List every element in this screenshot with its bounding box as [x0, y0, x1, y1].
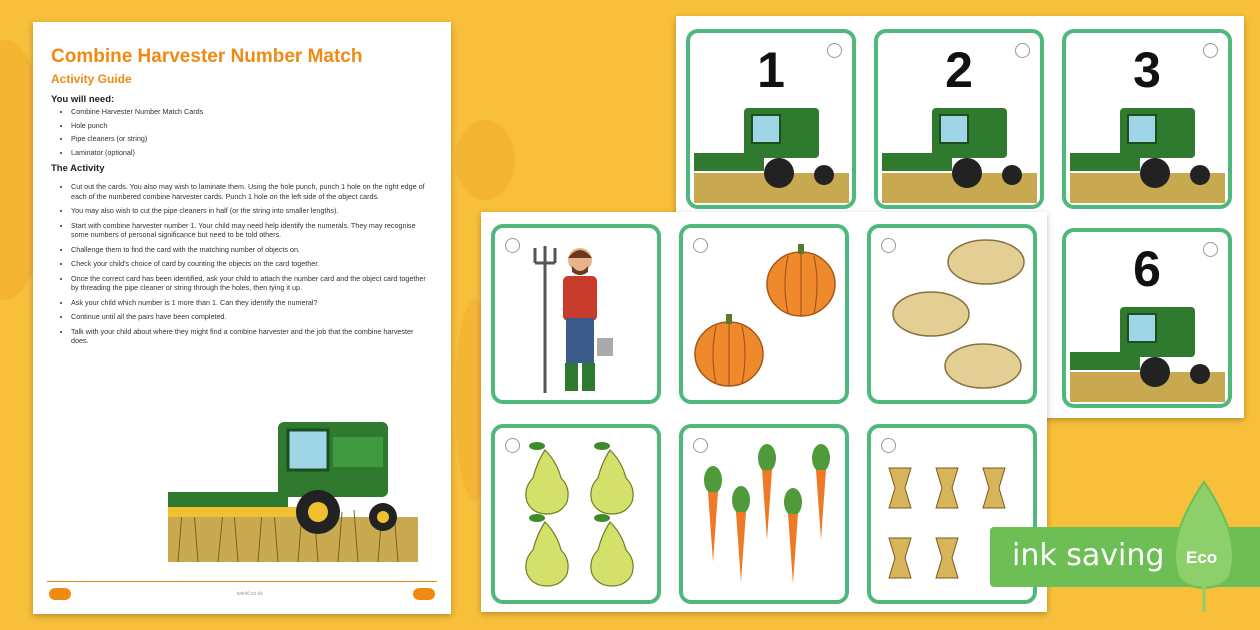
- guide-subtitle: Activity Guide: [51, 72, 132, 86]
- object-card-pumpkins: [679, 224, 849, 404]
- activity-item: • You may also wish to cut the pipe cleaners in half (or the string into smaller lengths).: [71, 206, 431, 216]
- carrot-icon: [683, 428, 845, 600]
- need-item: • Combine Harvester Number Match Cards: [71, 107, 431, 117]
- twinkl-logo: [49, 588, 71, 600]
- background-blob: [455, 120, 515, 200]
- guide-title: Combine Harvester Number Match: [51, 46, 363, 67]
- activity-item: • Continue until all the pairs have been completed.: [71, 312, 431, 322]
- object-card-pears: [491, 424, 661, 604]
- number-card: [686, 29, 856, 209]
- activity-list: [51, 182, 431, 346]
- activity-item: • Start with combine harvester number 1. Your child may need help identify the numerals. They may recognise some numbers of personal significance but need to be told others.: [71, 221, 431, 240]
- combine-harvester-illustration: [168, 412, 428, 562]
- twinkl-logo: [413, 588, 435, 600]
- activity-item: • Cut out the cards. You also may wish to laminate them. Using the hole punch, punch 1 hole on the right edge of each of the numbered combine harvester cards. Punch 1 hole on the left side of the object cards.: [71, 182, 431, 201]
- card-number: 3: [1133, 42, 1161, 98]
- potato-icon: [871, 228, 1033, 400]
- pumpkin-icon: [683, 228, 845, 400]
- object-card-potatoes: [867, 224, 1037, 404]
- need-item: • Hole punch: [71, 121, 431, 131]
- need-list: [51, 107, 431, 157]
- activity-item: • Ask your child which number is 1 more than 1. Can they identify the numeral?: [71, 298, 431, 308]
- activity-item: • Check your child's choice of card by counting the objects on the card together.: [71, 259, 431, 269]
- harvester-icon: [882, 103, 1037, 203]
- farmer-icon: [525, 238, 635, 398]
- pear-icon: [495, 428, 657, 600]
- eco-label: Eco: [1186, 548, 1218, 567]
- activity-guide-sheet: [33, 22, 451, 614]
- need-item: • Laminator (optional): [71, 148, 431, 158]
- card-number: 1: [757, 42, 785, 98]
- number-card: [1062, 29, 1232, 209]
- harvester-icon: [694, 103, 849, 203]
- activity-heading: The Activity: [51, 163, 105, 174]
- number-card: [874, 29, 1044, 209]
- harvester-icon: [1070, 103, 1225, 203]
- guide-footer: [47, 581, 437, 604]
- object-card-farmer: [491, 224, 661, 404]
- footer-url: twinkl.co.uk: [237, 591, 263, 597]
- activity-item: • Talk with your child about where they might find a combine harvester and the job that the combine harvester does.: [71, 327, 431, 346]
- punch-hole: [505, 238, 520, 253]
- number-card: [1062, 228, 1232, 408]
- card-number: 6: [1133, 241, 1161, 297]
- harvester-icon: [1070, 302, 1225, 402]
- need-heading: You will need:: [51, 94, 115, 105]
- activity-item: • Challenge them to find the card with the matching number of objects on.: [71, 245, 431, 255]
- card-number: 2: [945, 42, 973, 98]
- object-card-carrots: [679, 424, 849, 604]
- ink-saving-text: ink saving: [1012, 538, 1165, 573]
- activity-item: • Once the correct card has been identified, ask your child to attach the number card and the object card together by threading the pipe cleaner or string through the holes, then tying it up.: [71, 274, 431, 293]
- need-item: • Pipe cleaners (or string): [71, 134, 431, 144]
